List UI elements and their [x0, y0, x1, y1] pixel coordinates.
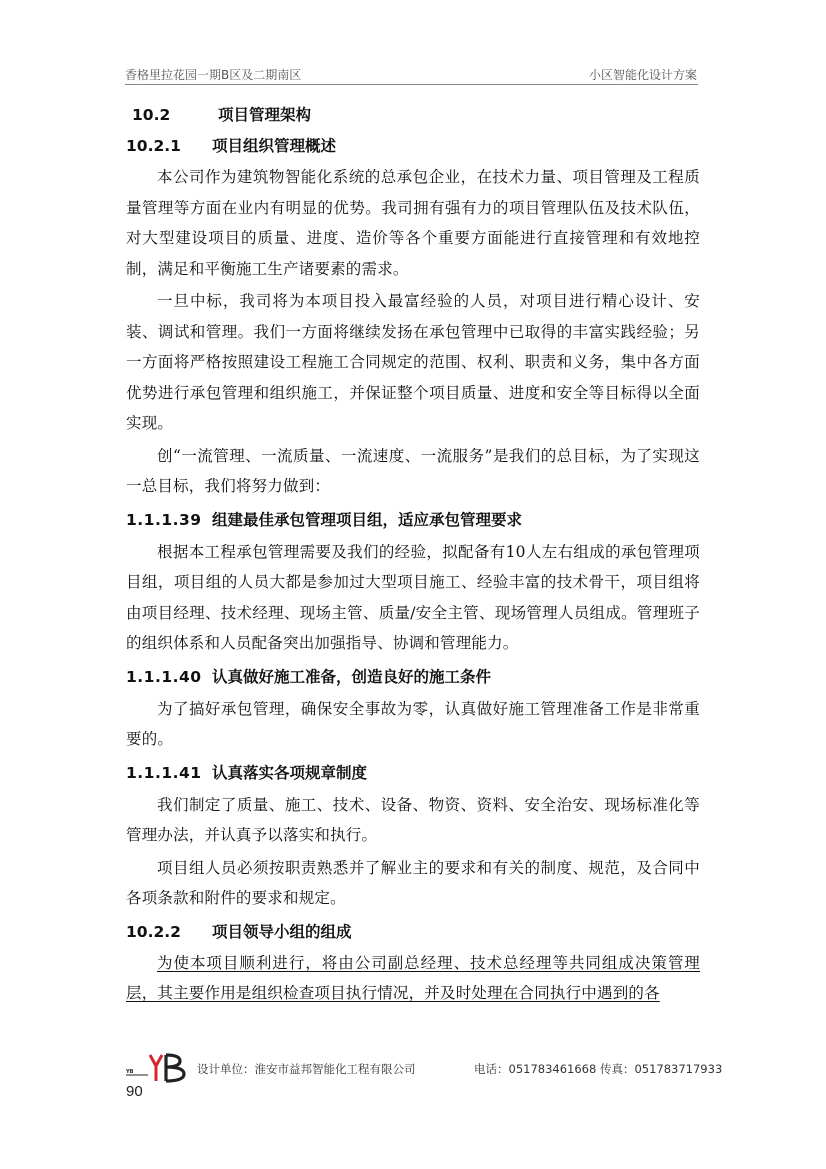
paragraph: 为了搞好承包管理，确保安全事故为零，认真做好施工管理准备工作是非常重要的。	[126, 699, 700, 748]
subsection-number: 1.1.1.39	[126, 510, 202, 529]
section-number: 10.2.2	[126, 922, 181, 941]
paragraph: 本公司作为建筑物智能化系统的总承包企业，在技术力量、项目管理及工程质量管理等方面在业内有明显的优势。我司拥有强有力的项目管理队伍及技术队伍，对大型建设项目的质量、进度、造价等各个重要方面能进行直接管理和有效地控制，满足和平衡施工生产诸要素的需求。	[126, 168, 700, 278]
subsection-title: 认真做好施工准备，创造良好的施工条件	[212, 667, 492, 686]
paragraph: 一旦中标，我司将为本项目投入最富经验的人员，对项目进行精心设计、安装、调试和管理。我们一方面将继续发扬在承包管理中已取得的丰富实践经验；另一方面将严格按照建设工程施工合同规定的范围、权利、职责和义务，集中各方面优势进行承包管理和组织施工，并保证整个项目质量、进度和安全等目标得以全面实现。	[126, 292, 700, 432]
header-project-name: 香格里拉花园一期B区及二期南区	[125, 68, 302, 82]
header-document-title: 小区智能化设计方案	[588, 68, 697, 82]
subsection-heading-40	[126, 661, 700, 694]
section-title: 项目领导小组的组成	[212, 922, 352, 941]
subsection-number: 1.1.1.41	[126, 763, 202, 782]
svg-text:YB: YB	[126, 1069, 134, 1075]
section-number: 10.2	[132, 106, 171, 124]
paragraph: 我们制定了质量、施工、技术、设备、物资、资料、安全治安、现场标准化等管理办法，并认真予以落实和执行。	[126, 795, 700, 844]
page-header	[125, 66, 697, 84]
company-logo	[126, 1053, 196, 1083]
section-heading-10-2-2	[126, 916, 700, 948]
paragraph: 项目组人员必须按职责熟悉并了解业主的要求和有关的制度、规范，及合同中各项条款和附件的要求和规定。	[126, 858, 700, 907]
paragraph: 为使本项目顺利进行，将由公司副总经理、技术总经理等共同组成决策管理层，其主要作用是组织检查项目执行情况，并及时处理在合同执行中遇到的各	[126, 953, 700, 1002]
document-body	[126, 100, 700, 1011]
subsection-heading-41	[126, 757, 700, 790]
subsection-heading-39	[126, 504, 700, 537]
page-footer	[126, 1053, 723, 1085]
footer-company: 设计单位：淮安市益邦智能化工程有限公司	[197, 1062, 416, 1076]
subsection-number: 1.1.1.40	[126, 667, 202, 686]
section-heading-10-2-1	[126, 130, 700, 162]
page-number: 90	[126, 1083, 143, 1100]
subsection-title: 组建最佳承包管理项目组，适应承包管理要求	[212, 510, 523, 529]
section-title: 项目管理架构	[218, 106, 312, 124]
footer-contact: 电话：051783461668 传真：051783717933	[474, 1062, 723, 1076]
section-title: 项目组织管理概述	[212, 137, 337, 155]
subsection-title: 认真落实各项规章制度	[212, 763, 368, 782]
section-heading-10-2	[126, 100, 700, 130]
paragraph: 创“一流管理、一流质量、一流速度、一流服务”是我们的总目标，为了实现这一总目标，我们将努力做到：	[126, 446, 700, 495]
paragraph: 根据本工程承包管理需要及我们的经验，拟配备有10人左右组成的承包管理项目组，项目组的人员大都是参加过大型项目施工、经验丰富的技术骨干，项目组将由项目经理、技术经理、现场主管、质量/安全主管、现场管理人员组成。管理班子的组织体系和人员配备突出加强指导、协调和管理能力。	[126, 542, 700, 652]
section-number: 10.2.1	[126, 137, 181, 155]
header-divider	[125, 84, 698, 85]
